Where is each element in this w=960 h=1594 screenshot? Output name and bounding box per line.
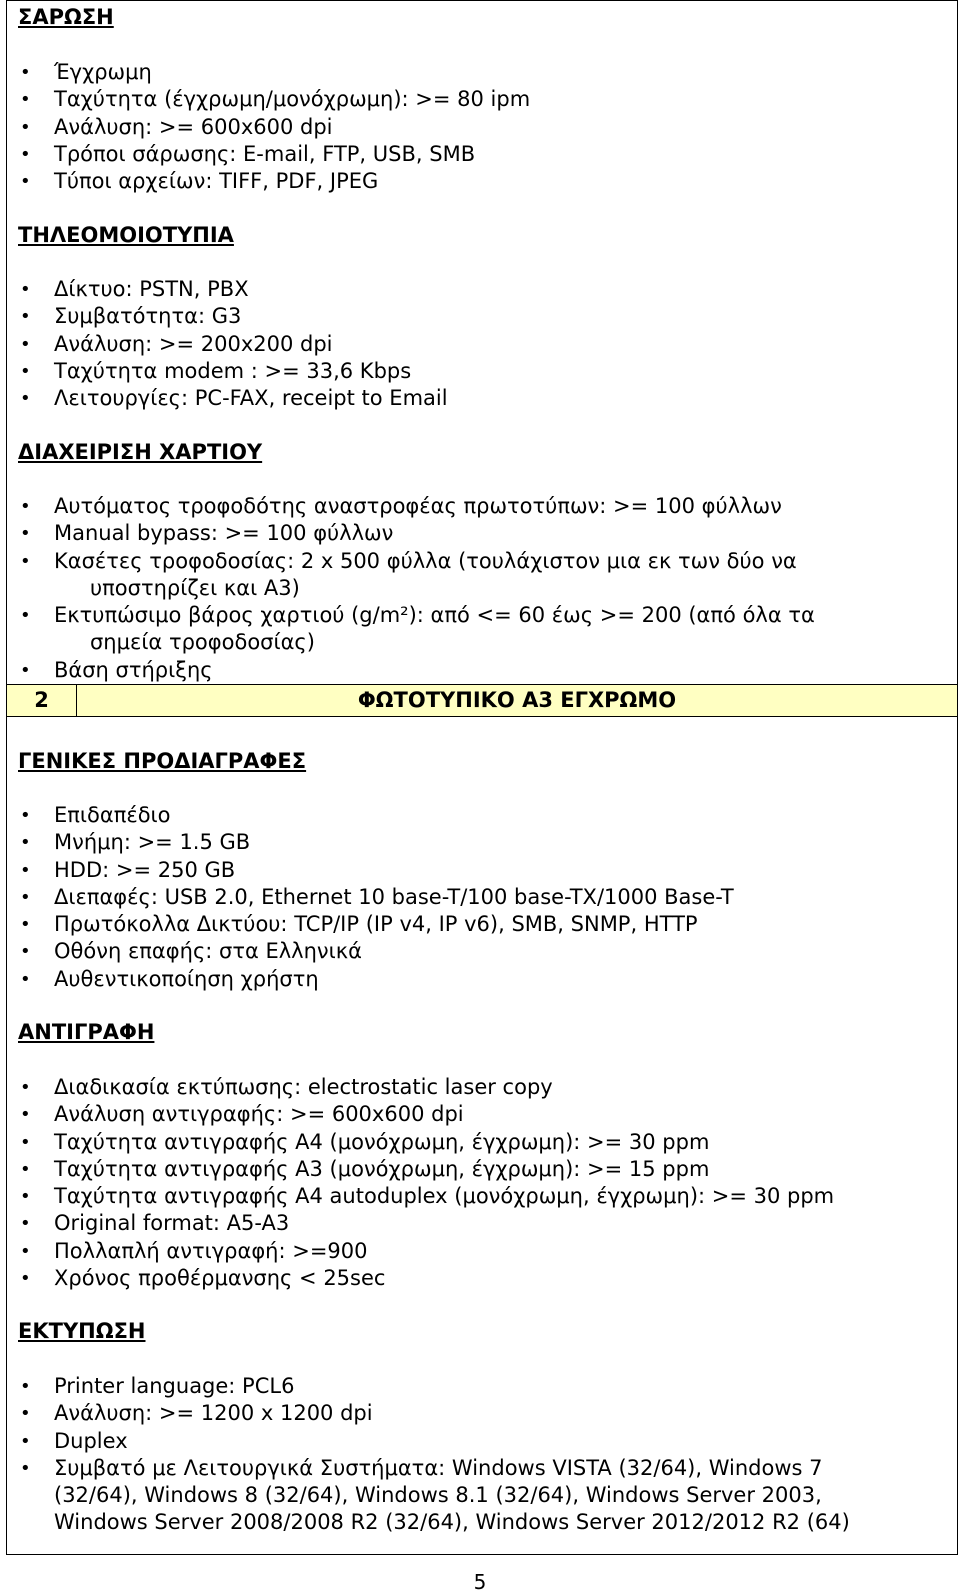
item-title-row [6, 684, 958, 717]
page-number: 5 [473, 1570, 487, 1594]
general-spec-list [0, 802, 734, 993]
print-spec-list [0, 1373, 928, 1537]
section-heading-fax: ΤΗΛΕΟΜΟΙΟΤΥΠΙΑ [18, 223, 234, 247]
list-item: • Ανάλυση αντιγραφής: >= 600x600 dpi [0, 1101, 834, 1128]
list-item: • Original format: A5-A3 [0, 1210, 834, 1237]
list-item: • HDD: >= 250 GB [0, 857, 734, 884]
list-item: • Duplex [0, 1428, 928, 1455]
list-item-continuation: υποστηρίζει και Α3) [90, 575, 300, 600]
list-item [0, 548, 928, 603]
list-item: • Πρωτόκολλα Δικτύου: TCP/IP (IP v4, IP v6), SMB, SNMP, HTTP [0, 911, 734, 938]
section-heading-paper-handling: ΔΙΑΧΕΙΡΙΣΗ ΧΑΡΤΙΟΥ [18, 440, 263, 464]
list-item: • Έγχρωμη [0, 59, 530, 86]
list-item-continuation: σημεία τροφοδοσίας) [90, 630, 315, 655]
item-title: ΦΩΤΟΤΥΠΙΚΟ Α3 ΕΓΧΡΩΜΟ [357, 688, 677, 712]
list-item: • Ταχύτητα αντιγραφής A4 (μονόχρωμη, έγχρωμη): >= 30 ppm [0, 1129, 834, 1156]
list-item: • Ανάλυση: >= 1200 x 1200 dpi [0, 1400, 928, 1427]
list-item [0, 1455, 928, 1537]
list-item: • Ταχύτητα αντιγραφής A4 autoduplex (μονόχρωμη, έγχρωμη): >= 30 ppm [0, 1183, 834, 1210]
list-item: • Δίκτυο: PSTN, PBX [0, 276, 448, 303]
list-item: • Ταχύτητα αντιγραφής A3 (μονόχρωμη, έγχρωμη): >= 15 ppm [0, 1156, 834, 1183]
list-item: • Αυθεντικοποίηση χρήστη [0, 966, 734, 993]
fax-spec-list [0, 276, 448, 412]
section-heading-general-specs: ΓΕΝΙΚΕΣ ΠΡΟΔΙΑΓΡΑΦΕΣ [18, 749, 307, 773]
list-item: • Βάση στήριξης [0, 657, 928, 684]
list-item: • Τύποι αρχείων: TIFF, PDF, JPEG [0, 168, 530, 195]
list-item: • Ανάλυση: >= 200x200 dpi [0, 331, 448, 358]
paper-handling-spec-list [0, 493, 928, 684]
copy-spec-list [0, 1074, 834, 1292]
list-item: • Ανάλυση: >= 600x600 dpi [0, 114, 530, 141]
list-item-line: Συμβατό με Λειτουργικά Συστήματα: Windows VISTA (32/64), Windows 7 [54, 1455, 823, 1480]
list-item: • Μνήμη: >= 1.5 GB [0, 829, 734, 856]
list-item: • Αυτόματος τροφοδότης αναστροφέας πρωτοτύπων: >= 100 φύλλων [0, 493, 928, 520]
list-item: • Manual bypass: >= 100 φύλλων [0, 520, 928, 547]
list-item-line: Εκτυπώσιμο βάρος χαρτιού (g/m²): από <= 60 έως >= 200 (από όλα τα [54, 603, 815, 628]
list-item: • Ταχύτητα (έγχρωμη/μονόχρωμη): >= 80 ipm [0, 86, 530, 113]
section-heading-print: ΕΚΤΥΠΩΣΗ [18, 1319, 146, 1343]
list-item: • Χρόνος προθέρμανσης < 25sec [0, 1265, 834, 1292]
list-item: • Τρόποι σάρωσης: E-mail, FTP, USB, SMB [0, 141, 530, 168]
list-item: • Λειτουργίες: PC-FAX, receipt to Email [0, 385, 448, 412]
list-item: • Πολλαπλή αντιγραφή: >=900 [0, 1238, 834, 1265]
list-item-line: (32/64), Windows 8 (32/64), Windows 8.1 (32/64), Windows Server 2003, [54, 1483, 822, 1508]
list-item-line: Windows Server 2008/2008 R2 (32/64), Windows Server 2012/2012 R2 (64) [54, 1510, 850, 1535]
list-item: • Διαδικασία εκτύπωσης: electrostatic laser copy [0, 1074, 834, 1101]
item-number: 2 [7, 685, 77, 716]
list-item: • Συμβατότητα: G3 [0, 303, 448, 330]
list-item [0, 602, 928, 657]
scan-spec-list [0, 59, 530, 195]
list-item: • Οθόνη επαφής: στα Ελληνικά [0, 938, 734, 965]
section-heading-scan: ΣΑΡΩΣΗ [18, 5, 114, 29]
list-item-line: Κασέτες τροφοδοσίας: 2 x 500 φύλλα (τουλάχιστον μια εκ των δύο να [54, 548, 797, 573]
list-item: • Διεπαφές: USB 2.0, Ethernet 10 base-T/100 base-TX/1000 Base-T [0, 884, 734, 911]
list-item: • Printer language: PCL6 [0, 1373, 928, 1400]
list-item: • Επιδαπέδιο [0, 802, 734, 829]
list-item: • Ταχύτητα modem : >= 33,6 Kbps [0, 358, 448, 385]
section-heading-copy: ΑΝΤΙΓΡΑΦΗ [18, 1020, 155, 1044]
